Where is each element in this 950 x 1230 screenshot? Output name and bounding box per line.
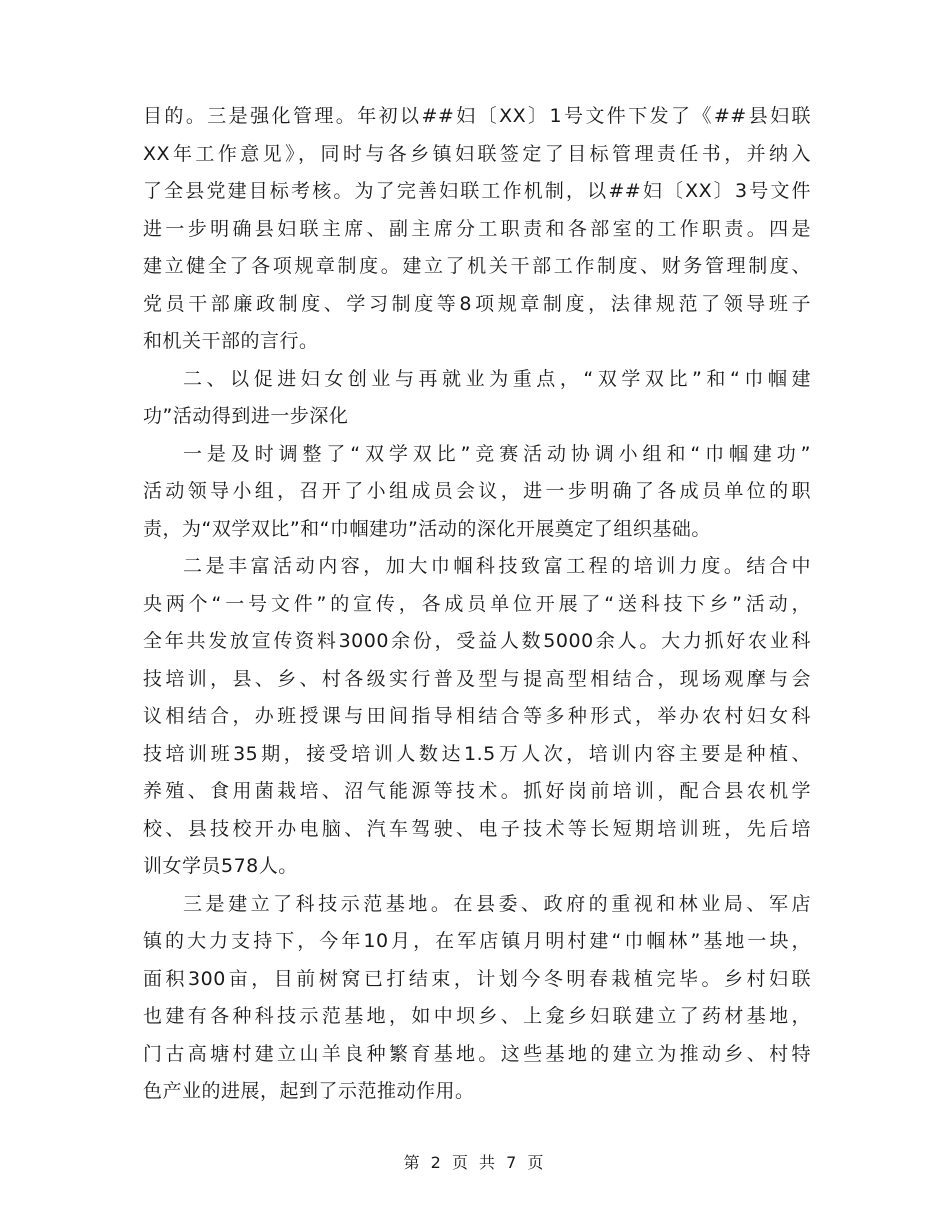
- text-line: 镇的大力支持下，今年10月，在军店镇月明村建“巾帼林”基地一块，: [143, 930, 811, 952]
- text-line: 目的。三是强化管理。年初以##妇〔XX〕1号文件下发了《##县妇联: [143, 105, 811, 127]
- document-body: [143, 98, 811, 1111]
- text-line: 校、县技校开办电脑、汽车驾驶、电子技术等长短期培训班，先后培: [143, 817, 811, 840]
- text-line: XX年工作意见》，同时与各乡镇妇联签定了目标管理责任书，并纳入: [143, 142, 811, 165]
- text-line: 技培训班35期，接受培训人数达1.5万人次，培训内容主要是种植、: [143, 742, 811, 765]
- text-line: 全年共发放宣传资料3000余份，受益人数5000余人。大力抓好农业科: [143, 630, 811, 652]
- text-line: 二是丰富活动内容，加大巾帼科技致富工程的培训力度。结合中: [183, 555, 811, 577]
- text-line: 活动领导小组，召开了小组成员会议，进一步明确了各成员单位的职: [143, 480, 811, 502]
- text-line: 建立健全了各项规章制度。建立了机关干部工作制度、财务管理制度、: [143, 255, 811, 277]
- text-line: 央两个“一号文件”的宣传，各成员单位开展了“送科技下乡”活动，: [143, 592, 811, 615]
- paragraph: [143, 886, 811, 1111]
- text-line: 一是及时调整了“双学双比”竞赛活动协调小组和“巾帼建功”: [183, 442, 811, 465]
- text-line: 了全县党建目标考核。为了完善妇联工作机制，以##妇〔XX〕3号文件: [143, 180, 811, 202]
- text-line: 议相结合，办班授课与田间指导相结合等多种形式，举办农村妇女科: [143, 705, 811, 727]
- text-line: 也建有各种科技示范基地，如中坝乡、上龛乡妇联建立了药材基地，: [143, 1005, 811, 1027]
- page-footer: 第 2 页 共 7 页: [403, 1153, 547, 1172]
- text-line: 功”活动得到进一步深化: [143, 405, 349, 427]
- text-line: 二、以促进妇女创业与再就业为重点，“双学双比”和“巾帼建: [183, 367, 811, 390]
- text-line: 进一步明确县妇联主席、副主席分工职责和各部室的工作职责。四是: [143, 217, 811, 240]
- text-line: 党员干部廉政制度、学习制度等8项规章制度，法律规范了领导班子: [143, 292, 811, 315]
- text-line: 责，为“双学双比”和“巾帼建功”活动的深化开展奠定了组织基础。: [143, 517, 711, 540]
- text-line: 训女学员578人。: [143, 855, 298, 877]
- text-line: 和机关干部的言行。: [143, 330, 319, 352]
- text-line: 面积300亩，目前树窝已打结束，计划今冬明春栽植完毕。乡村妇联: [143, 967, 811, 990]
- text-line: 三是建立了科技示范基地。在县委、政府的重视和林业局、军店: [183, 892, 811, 915]
- text-line: 门古高塘村建立山羊良种繁育基地。这些基地的建立为推动乡、村特: [143, 1042, 811, 1065]
- text-line: 色产业的进展，起到了示范推动作用。: [143, 1080, 475, 1102]
- text-line: 养殖、食用菌栽培、沼气能源等技术。抓好岗前培训，配合县农机学: [143, 780, 811, 802]
- paragraph: [143, 548, 811, 886]
- paragraph: [143, 361, 811, 436]
- text-line: 技培训，县、乡、村各级实行普及型与提高型相结合，现场观摩与会: [143, 667, 811, 690]
- paragraph: [143, 98, 811, 361]
- paragraph: [143, 436, 811, 549]
